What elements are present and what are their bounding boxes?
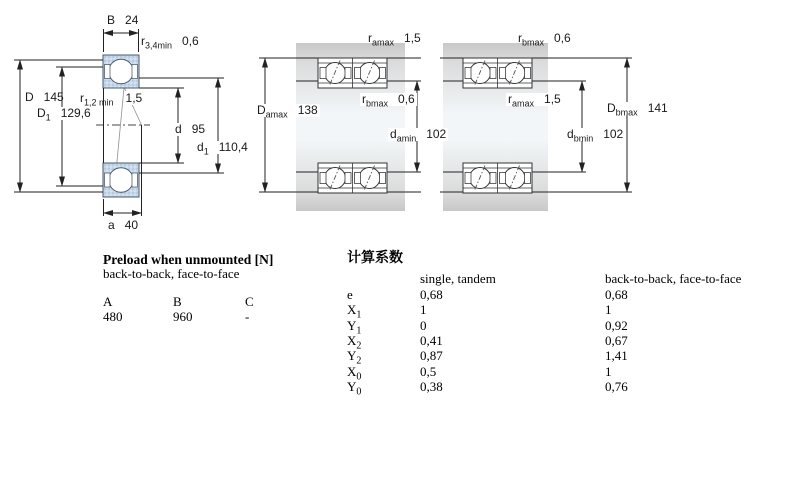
factor-row-label: $X_1$ (347, 302, 362, 321)
preload-col-C: C (245, 294, 254, 309)
factor-single-value: 0,68 (420, 287, 443, 302)
preload-table-subtitle: back-to-back, face-to-face (103, 266, 240, 281)
factor-row-label: e (347, 287, 353, 302)
dim-label-Damax: $D_{amax}$ 138 (257, 103, 318, 120)
factor-paired-value: 0,76 (605, 379, 628, 394)
factor-paired-value: 0,68 (605, 287, 628, 302)
factor-row-label: $Y_1$ (347, 318, 362, 337)
preload-value-A: 480 (103, 309, 123, 324)
preload-col-B: B (173, 294, 182, 309)
dim-label-r12min: $r_{1,2 min}$ 1,5 (80, 91, 143, 108)
factor-paired-value: 0,92 (605, 318, 628, 333)
factor-row-label: $X_2$ (347, 333, 362, 352)
dim-label-rbmax-a: $r_{bmax}$ 0,6 (362, 92, 415, 109)
dim-label-rbmax-b: $r_{bmax}$ 0,6 (518, 31, 571, 48)
factor-row-label: $X_0$ (347, 364, 362, 383)
factors-col-paired-header: back-to-back, face-to-face (605, 271, 742, 286)
factor-paired-value: 1 (605, 302, 612, 317)
factor-paired-value: 1 (605, 364, 612, 379)
dim-label-a: a 40 (108, 218, 139, 232)
preload-value-B: 960 (173, 309, 193, 324)
dim-label-ramax-a: $r_{amax}$ 1,5 (368, 31, 421, 48)
preload-table-title: Preload when unmounted [N] (103, 252, 274, 267)
factor-single-value: 0,41 (420, 333, 443, 348)
dim-label-d: d 95 (175, 122, 206, 136)
factor-row-label: $Y_0$ (347, 379, 362, 398)
factor-single-value: 0,38 (420, 379, 443, 394)
dim-label-D1: $D_1$ 129,6 (37, 106, 91, 123)
preload-col-A: A (103, 294, 113, 309)
factor-single-value: 0,5 (420, 364, 437, 379)
factors-table-title: 计算系数 (347, 251, 403, 266)
factor-paired-value: 1,41 (605, 348, 628, 363)
dim-label-r34min: $r_{3,4min}$ 0,6 (141, 34, 199, 51)
preload-value-C: - (245, 309, 250, 324)
dim-label-B: B 24 (107, 13, 139, 27)
dim-label-Dbmax: $D_{bmax}$ 141 (607, 101, 668, 118)
factors-col-single-header: single, tandem (420, 271, 496, 286)
dim-label-d1: $d_1$ 110,4 (197, 140, 248, 157)
factor-single-value: 0,87 (420, 348, 443, 363)
dim-label-dbmin: $d_{bmin}$ 102 (567, 127, 624, 144)
factor-paired-value: 0,67 (605, 333, 628, 348)
factor-single-value: 1 (420, 302, 427, 317)
dim-label-D: D 145 (25, 90, 64, 104)
dim-label-ramax-b: $r_{amax}$ 1,5 (508, 92, 561, 109)
factor-single-value: 0 (420, 318, 427, 333)
dim-label-damin: $d_{amin}$ 102 (390, 127, 447, 144)
factor-row-label: $Y_2$ (347, 348, 362, 367)
